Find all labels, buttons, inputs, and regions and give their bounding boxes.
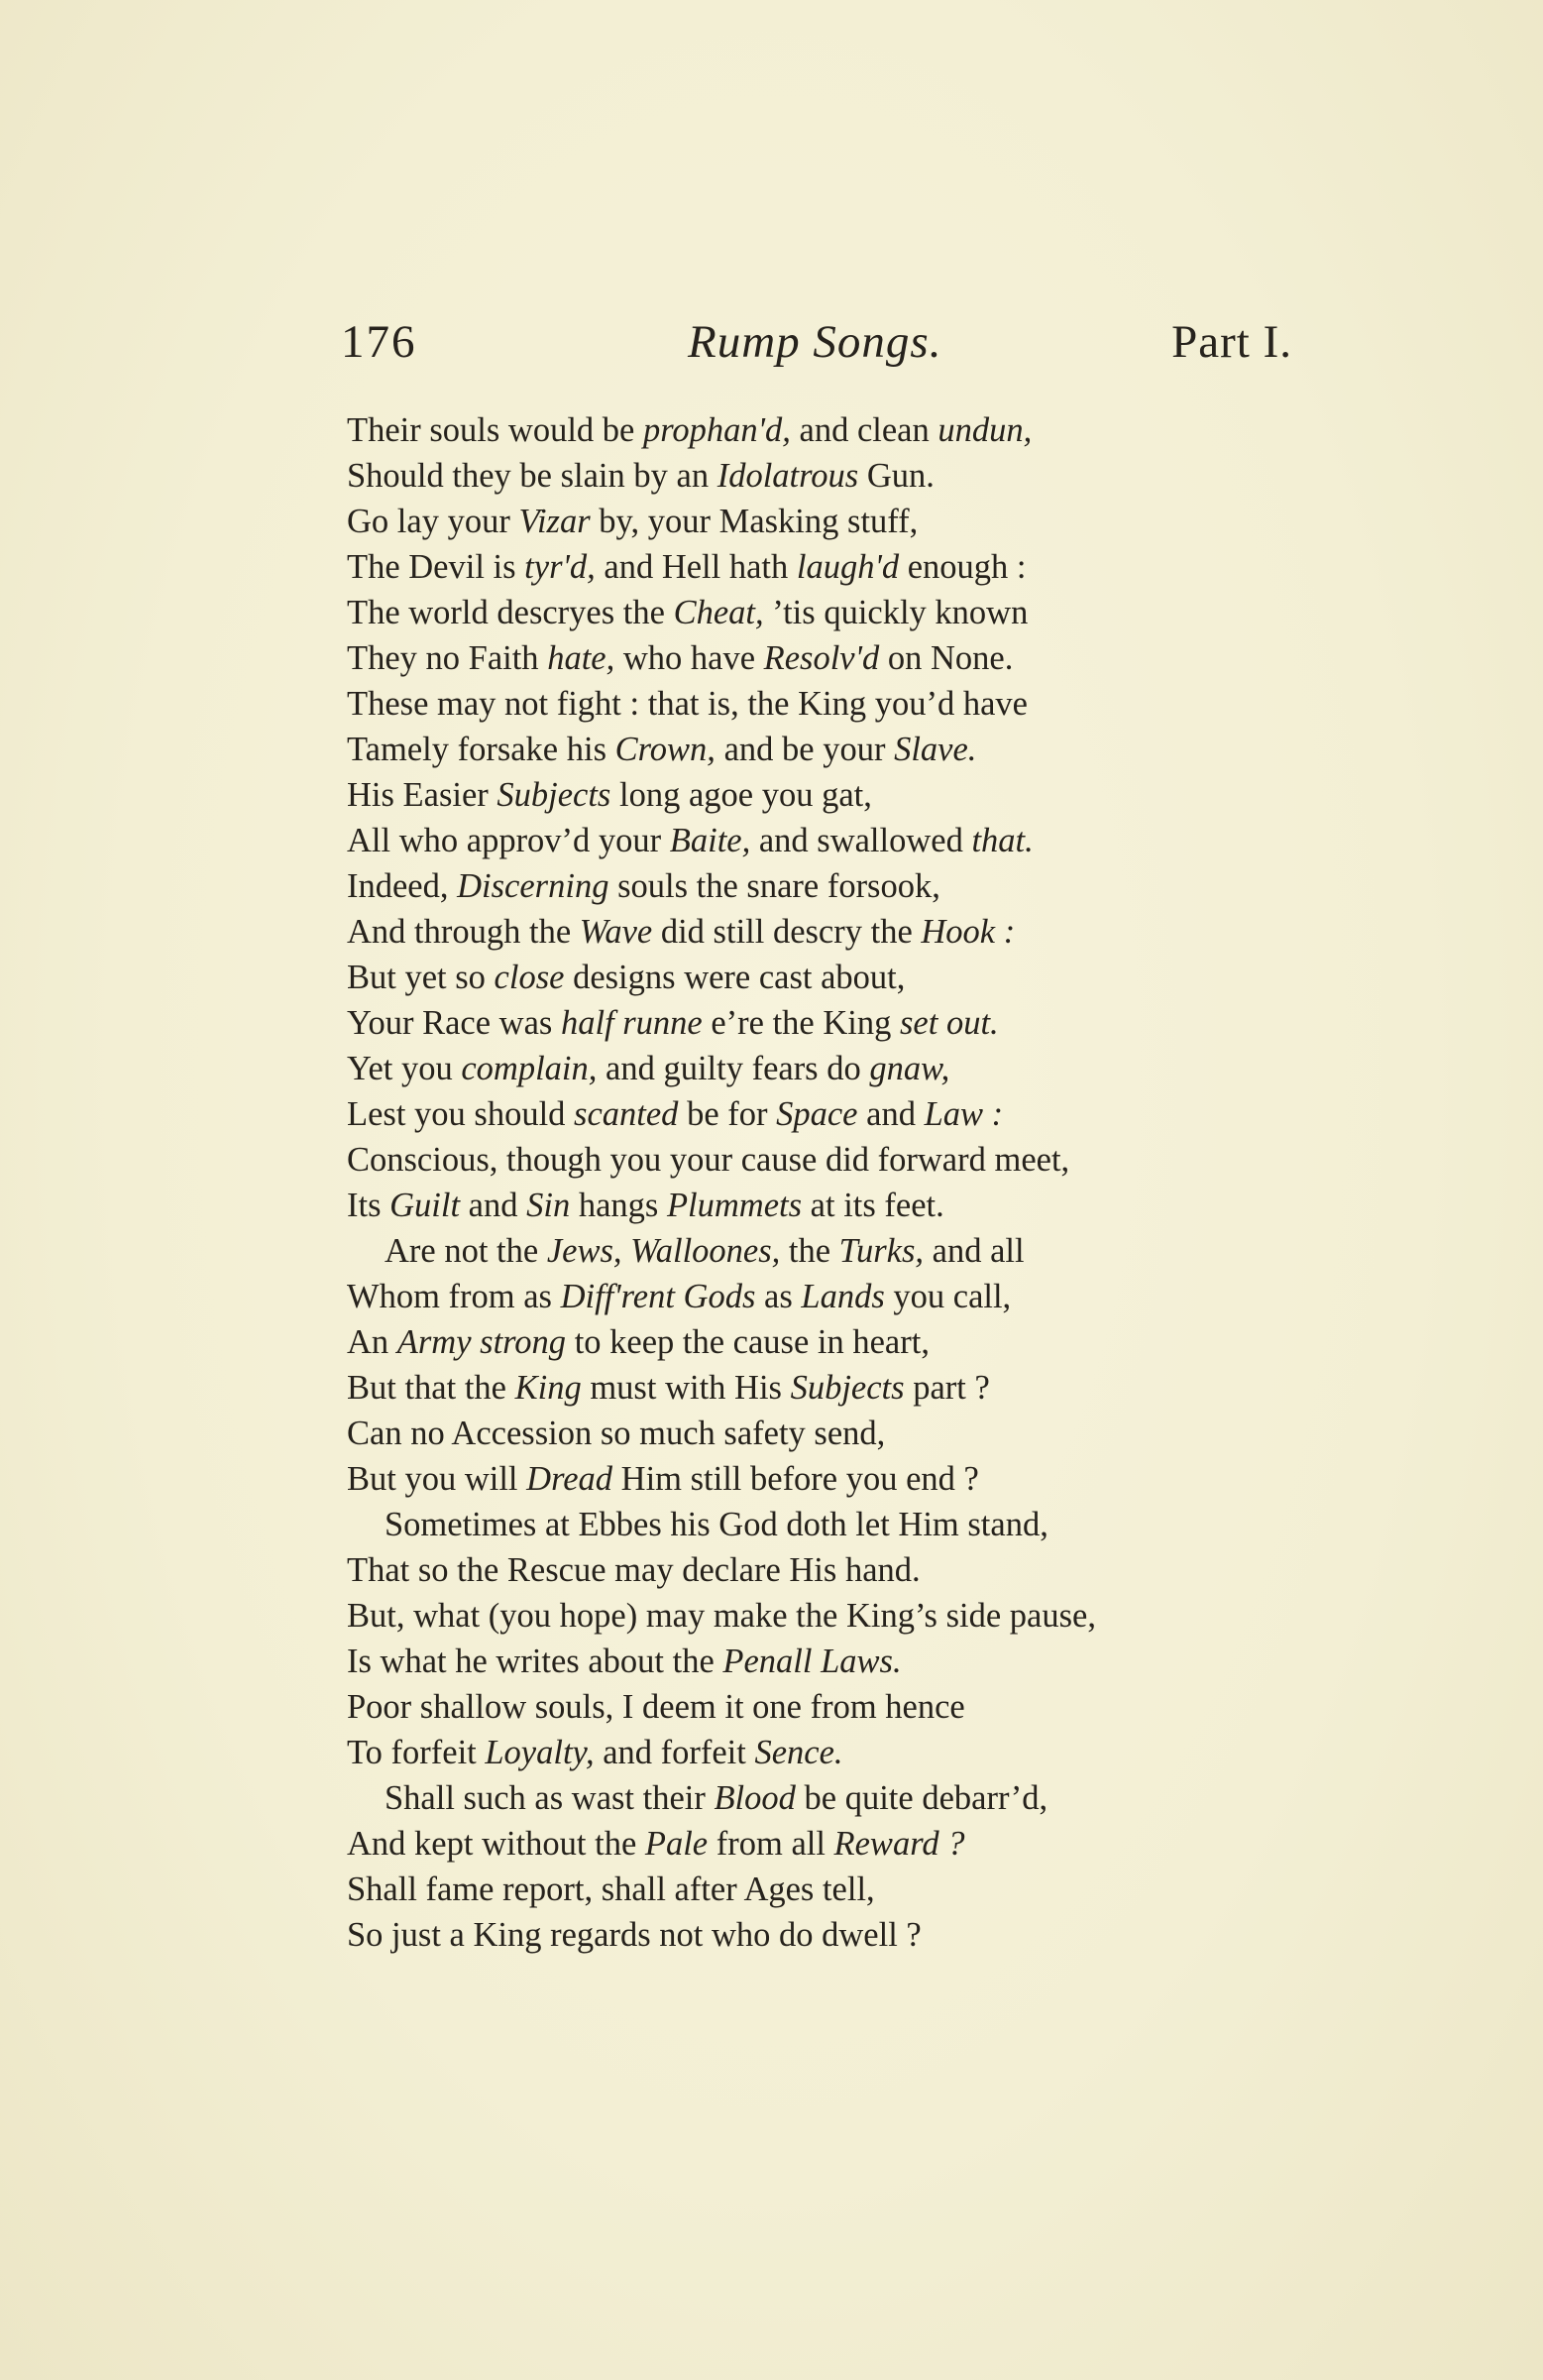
italic-word: laugh'd <box>796 548 900 586</box>
italic-word: undun, <box>937 411 1033 449</box>
italic-word: Vizar <box>518 503 591 540</box>
line-text: Conscious, though you your cause did forward meet, <box>347 1141 1070 1179</box>
line-text: and all <box>924 1232 1025 1270</box>
poem-line <box>347 1456 1338 1502</box>
poem-line <box>347 453 1338 499</box>
italic-word: Cheat, <box>673 594 764 631</box>
italic-word: complain, <box>461 1050 598 1087</box>
line-text: Him still before you end ? <box>612 1460 979 1498</box>
italic-word: scanted <box>574 1095 679 1133</box>
italic-word: close <box>494 959 565 996</box>
line-text: you call, <box>884 1278 1012 1315</box>
italic-word: Reward ? <box>833 1825 965 1863</box>
line-text: on None. <box>879 639 1014 677</box>
line-text: Yet you <box>347 1050 462 1087</box>
line-text: Should they be slain by an <box>347 457 717 495</box>
poem-line <box>347 1365 1338 1411</box>
line-text: An <box>347 1323 397 1361</box>
line-text: and Hell hath <box>595 548 797 586</box>
poem-line <box>347 1775 1338 1821</box>
poem-line <box>347 1000 1338 1046</box>
poem-line <box>347 955 1338 1000</box>
italic-word: Baite, <box>669 822 751 859</box>
italic-word: tyr'd, <box>524 548 596 586</box>
italic-word: Hook : <box>921 913 1016 951</box>
line-text: His Easier <box>347 776 497 814</box>
line-text: did still descry the <box>652 913 922 951</box>
line-text: from all <box>708 1825 834 1863</box>
line-text: and <box>857 1095 925 1133</box>
poem-line <box>347 1912 1338 1958</box>
line-text: and forfeit <box>594 1734 755 1771</box>
line-text: be quite debarr’d, <box>795 1779 1048 1817</box>
poem-line <box>347 1319 1338 1365</box>
line-text: Can no Accession so much safety send, <box>347 1415 886 1452</box>
line-text: Shall such as wast their <box>385 1779 715 1817</box>
poem-line <box>347 1228 1338 1274</box>
line-text: And kept without the <box>347 1825 645 1863</box>
line-text: Your Race was <box>347 1004 561 1042</box>
line-text: enough : <box>899 548 1027 586</box>
poem-line <box>347 1593 1338 1639</box>
line-text: hangs <box>570 1187 667 1224</box>
line-text: and swallowed <box>750 822 972 859</box>
italic-word: Discerning <box>457 867 609 905</box>
italic-word: set out. <box>900 1004 999 1042</box>
line-text: the <box>780 1232 839 1270</box>
italic-word: half runne <box>560 1004 703 1042</box>
poem-line <box>347 1730 1338 1775</box>
line-text: designs were cast about, <box>564 959 906 996</box>
italic-word: gnaw, <box>869 1050 950 1087</box>
page-number: 176 <box>341 316 417 368</box>
line-text: Is what he writes about the <box>347 1643 723 1680</box>
line-text: Whom from as <box>347 1278 561 1315</box>
line-text: Their souls would be <box>347 411 643 449</box>
line-text: And through the <box>347 913 580 951</box>
line-text: That so the Rescue may declare His hand. <box>347 1551 921 1589</box>
line-text: who have <box>614 639 764 677</box>
italic-word: Penall Laws. <box>722 1643 902 1680</box>
line-text: But you will <box>347 1460 527 1498</box>
poem-line <box>347 909 1338 955</box>
line-text: souls the snare forsook, <box>608 867 940 905</box>
italic-word: Loyalty, <box>485 1734 595 1771</box>
running-title: Rump Songs. <box>688 316 942 368</box>
italic-word: Army strong <box>396 1323 567 1361</box>
poem-line <box>347 590 1338 635</box>
poem-line <box>347 635 1338 681</box>
line-text: But, what (you hope) may make the King’s side pause, <box>347 1597 1096 1635</box>
line-text: Its <box>347 1187 390 1224</box>
italic-word: Wave <box>579 913 653 951</box>
line-text: The world descryes the <box>347 594 674 631</box>
italic-word: Law : <box>924 1095 1004 1133</box>
line-text: e’re the King <box>702 1004 900 1042</box>
line-text: But yet so <box>347 959 495 996</box>
line-text: must with His <box>581 1369 791 1407</box>
italic-word: Blood <box>714 1779 796 1817</box>
poem-line <box>347 1411 1338 1456</box>
line-text: Are not the <box>385 1232 547 1270</box>
italic-word: Pale <box>644 1825 709 1863</box>
line-text: to keep the cause in heart, <box>566 1323 930 1361</box>
part-label: Part I. <box>1171 316 1292 368</box>
poem-text <box>347 407 1338 1958</box>
line-text: So just a King regards not who do dwell ? <box>347 1916 922 1954</box>
italic-word: Resolv'd <box>763 639 880 677</box>
poem-line <box>347 1867 1338 1912</box>
poem-line <box>347 1547 1338 1593</box>
page-header <box>341 315 1292 395</box>
italic-word: Slave. <box>894 731 977 768</box>
italic-word: Crown, <box>614 731 716 768</box>
poem-line <box>347 1821 1338 1867</box>
poem-line <box>347 1639 1338 1684</box>
line-text: The Devil is <box>347 548 525 586</box>
poem-line <box>347 863 1338 909</box>
line-text: Lest you should <box>347 1095 575 1133</box>
poem-line <box>347 818 1338 863</box>
line-text: as <box>755 1278 802 1315</box>
italic-word: Idolatrous <box>716 457 859 495</box>
poem-line <box>347 1274 1338 1319</box>
poem-line <box>347 1046 1338 1091</box>
line-text: To forfeit <box>347 1734 486 1771</box>
italic-word: Subjects <box>790 1369 905 1407</box>
italic-word: Sin <box>526 1187 571 1224</box>
italic-word: hate, <box>547 639 615 677</box>
poem-line <box>347 1091 1338 1137</box>
italic-word: Lands <box>801 1278 885 1315</box>
line-text: They no Faith <box>347 639 548 677</box>
line-text: and clean <box>790 411 938 449</box>
line-text: Gun. <box>858 457 935 495</box>
line-text: at its feet. <box>802 1187 944 1224</box>
poem-line <box>347 772 1338 818</box>
italic-word: Subjects <box>496 776 611 814</box>
italic-word: Guilt <box>389 1187 461 1224</box>
line-text: Sometimes at Ebbes his God doth let Him stand, <box>385 1506 1048 1543</box>
line-text: Shall fame report, shall after Ages tell, <box>347 1870 875 1908</box>
line-text: and guilty fears do <box>597 1050 870 1087</box>
italic-word: prophan'd, <box>642 411 791 449</box>
line-text: These may not fight : that is, the King you’d have <box>347 685 1028 723</box>
italic-word: that. <box>971 822 1034 859</box>
italic-word: Dread <box>526 1460 613 1498</box>
line-text: ’tis quickly known <box>763 594 1029 631</box>
poem-line <box>347 1137 1338 1183</box>
line-text: All who approv’d your <box>347 822 670 859</box>
line-text: long agoe you gat, <box>610 776 872 814</box>
line-text: and <box>460 1187 527 1224</box>
line-text: by, your Masking stuff, <box>590 503 919 540</box>
italic-word: King <box>514 1369 582 1407</box>
line-text: Poor shallow souls, I deem it one from hence <box>347 1688 965 1726</box>
line-text: and be your <box>715 731 895 768</box>
line-text <box>622 1232 631 1270</box>
line-text: Tamely forsake his <box>347 731 615 768</box>
line-text: But that the <box>347 1369 515 1407</box>
italic-word: Sence. <box>754 1734 843 1771</box>
italic-word: Space <box>776 1095 858 1133</box>
poem-line <box>347 1183 1338 1228</box>
line-text: be for <box>678 1095 777 1133</box>
italic-word: Jews, <box>546 1232 622 1270</box>
line-text: Indeed, <box>347 867 458 905</box>
italic-word: Walloones, <box>630 1232 781 1270</box>
italic-word: Diff'rent Gods <box>560 1278 756 1315</box>
poem-line <box>347 407 1338 453</box>
italic-word: Turks, <box>838 1232 924 1270</box>
line-text: Go lay your <box>347 503 519 540</box>
poem-line <box>347 499 1338 544</box>
poem-line <box>347 681 1338 727</box>
poem-line <box>347 544 1338 590</box>
poem-line <box>347 727 1338 772</box>
line-text: part ? <box>904 1369 990 1407</box>
poem-line <box>347 1684 1338 1730</box>
italic-word: Plummets <box>666 1187 803 1224</box>
poem-line <box>347 1502 1338 1547</box>
